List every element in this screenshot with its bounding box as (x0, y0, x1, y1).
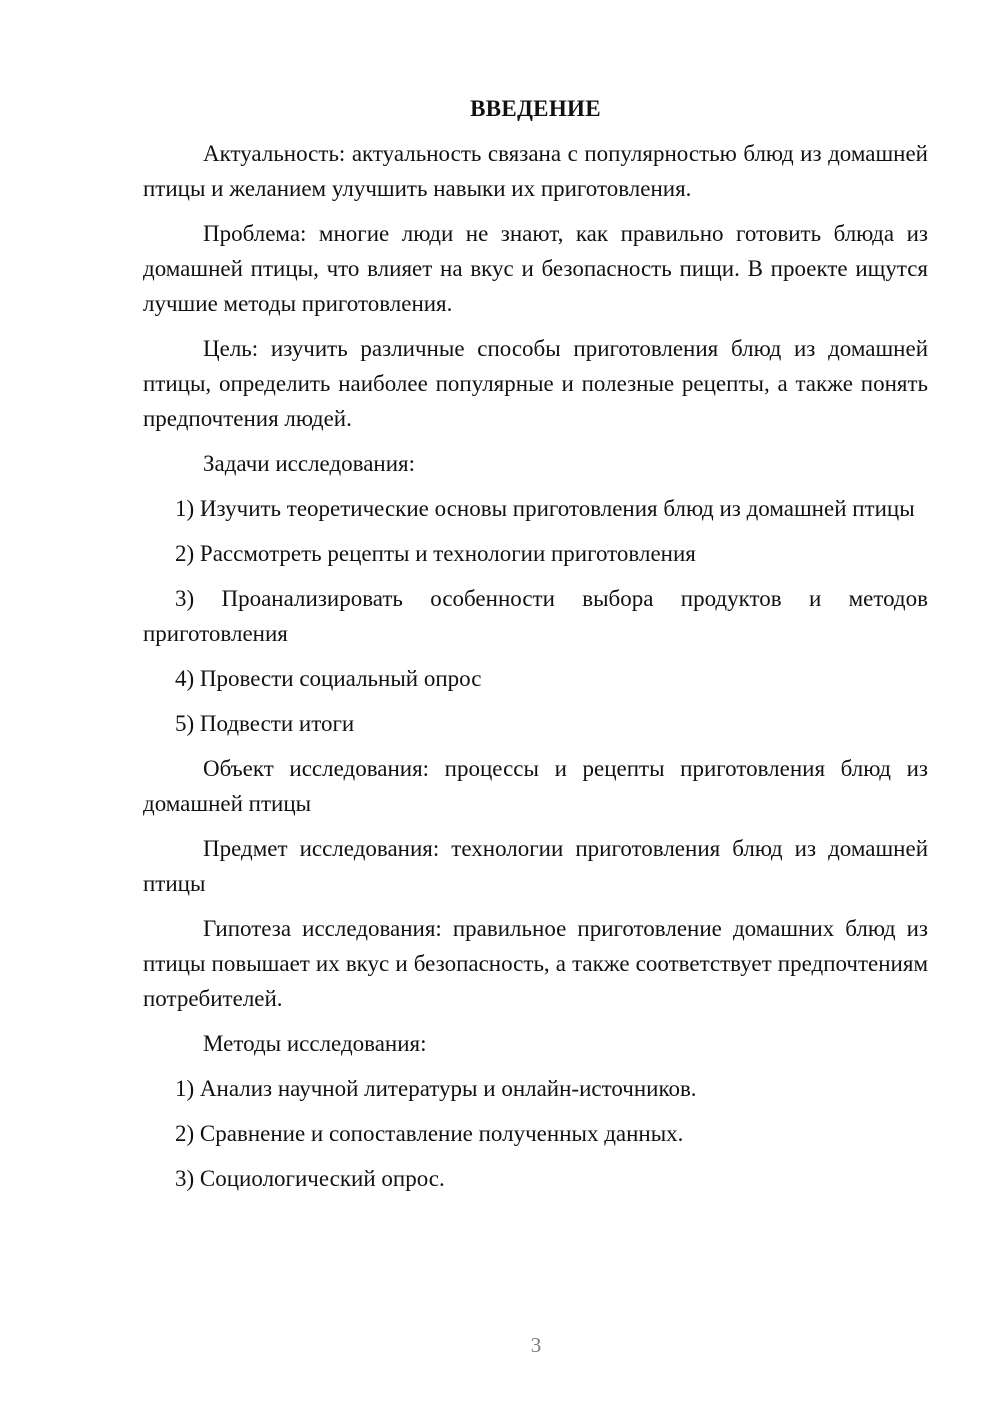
list-item: 5) Подвести итоги (175, 711, 355, 736)
paragraph: Предмет исследования: технологии приготовления блюд из домашней птицы (143, 836, 928, 896)
page-number: 3 (530, 1333, 542, 1357)
list-item: 3) Проанализировать особенности выбора продуктов и методов приготовления (143, 586, 928, 646)
paragraph: Объект исследования: процессы и рецепты приготовления блюд из домашней птицы (143, 756, 928, 816)
document-page (143, 94, 928, 1206)
paragraph: Методы исследования: (203, 1031, 427, 1056)
paragraph: Задачи исследования: (203, 451, 416, 476)
list-item: 3) Социологический опрос. (175, 1166, 445, 1191)
section-title: ВВЕДЕНИЕ (470, 96, 601, 121)
document-body (143, 136, 928, 1196)
paragraph: Гипотеза исследования: правильное приготовление домашних блюд из птицы повышает их вкус и безопасность, а также соответствует предпочтениям потребителей. (143, 916, 928, 1011)
list-item: 4) Провести социальный опрос (175, 666, 482, 691)
paragraph: Актуальность: актуальность связана с популярностью блюд из домашней птицы и желанием улучшить навыки их приготовления. (143, 141, 928, 201)
list-item: 2) Рассмотреть рецепты и технологии приготовления (175, 541, 696, 566)
list-item: 2) Сравнение и сопоставление полученных данных. (175, 1121, 684, 1146)
list-item: 1) Анализ научной литературы и онлайн-источников. (175, 1076, 697, 1101)
paragraph: Цель: изучить различные способы приготовления блюд из домашней птицы, определить наиболее популярные и полезные рецепты, а также понять предпочтения людей. (143, 336, 928, 431)
paragraph: Проблема: многие люди не знают, как правильно готовить блюда из домашней птицы, что влияет на вкус и безопасность пищи. В проекте ищутся лучшие методы приготовления. (143, 221, 928, 316)
list-item: 1) Изучить теоретические основы приготовления блюд из домашней птицы (175, 496, 915, 521)
